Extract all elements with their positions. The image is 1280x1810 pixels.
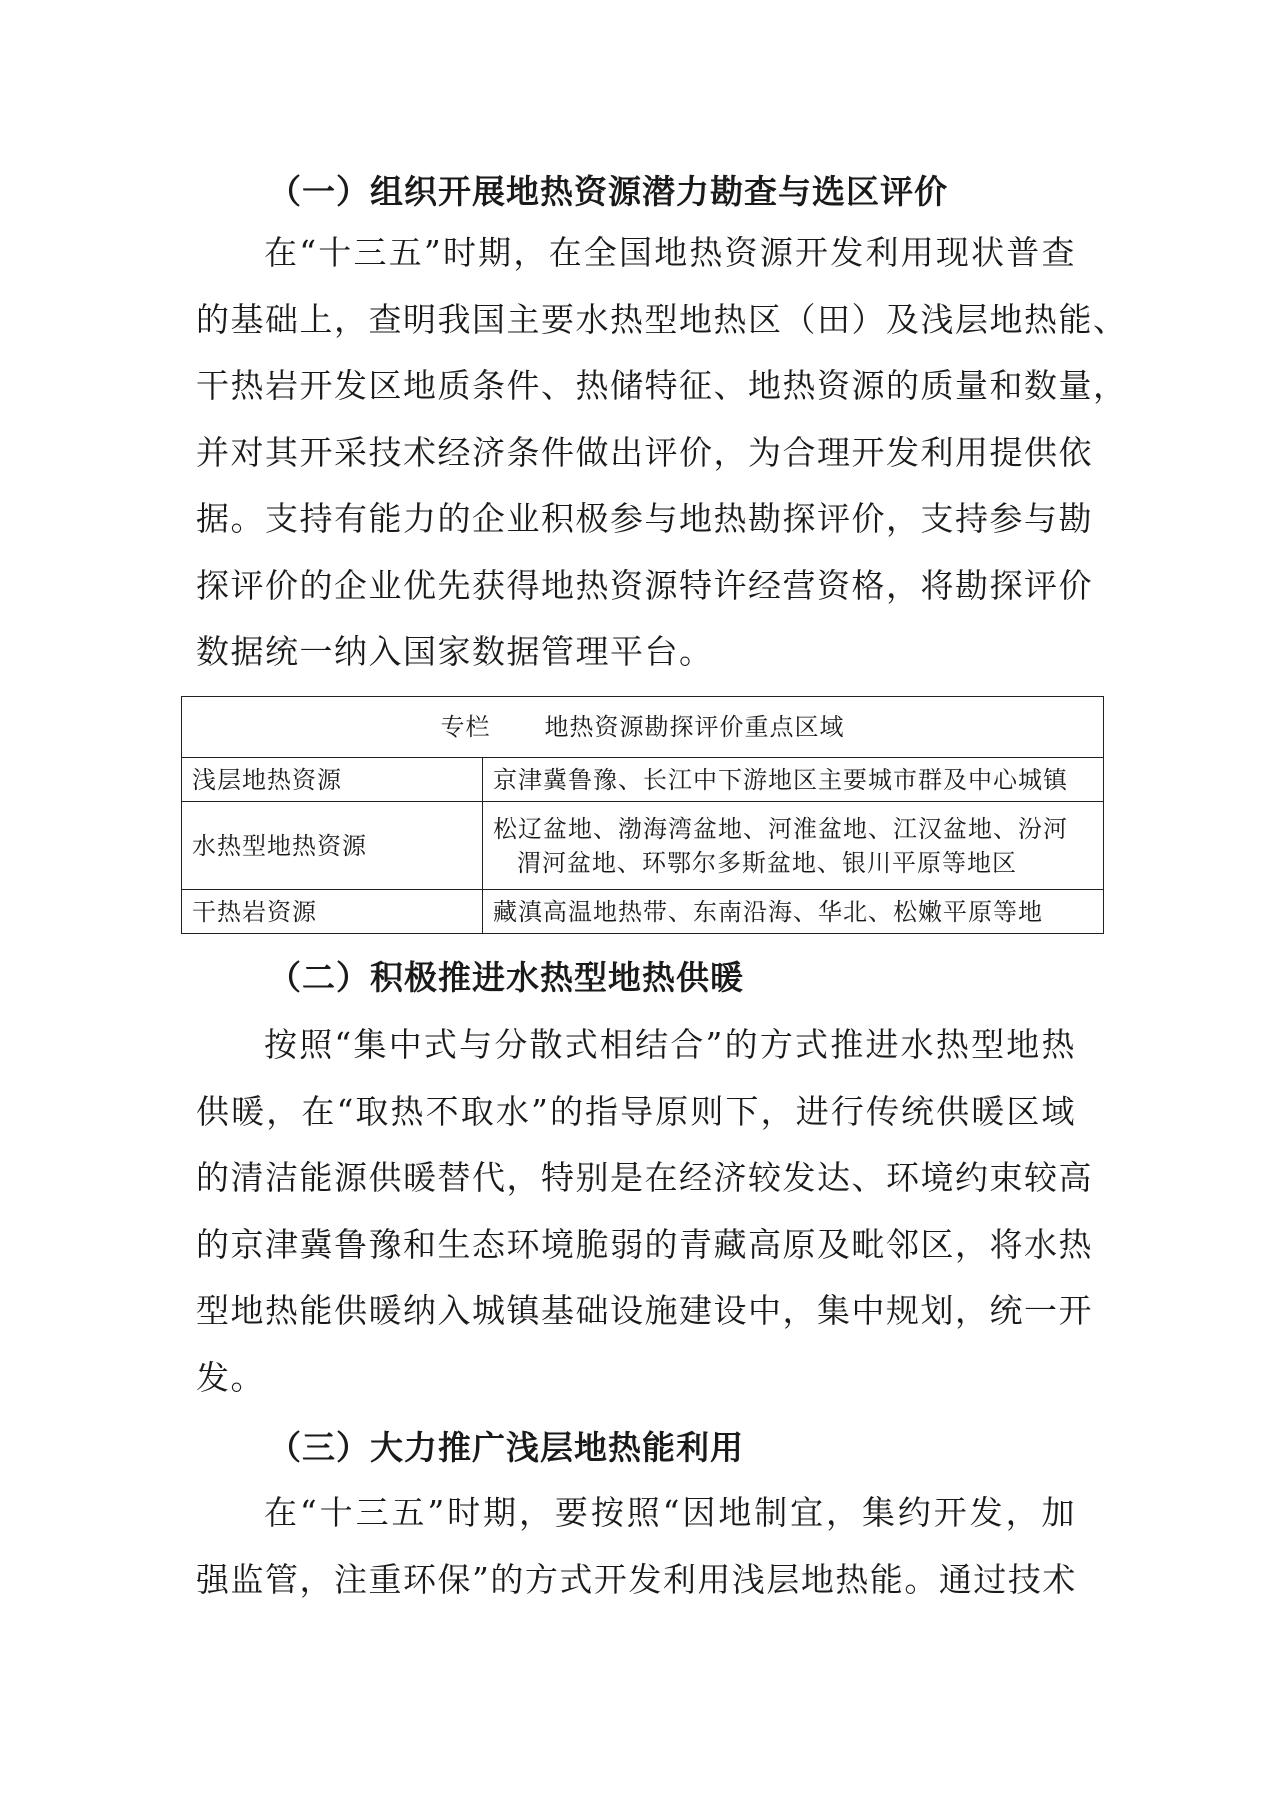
paragraph-line: 的清洁能源供暖替代，特别是在经济较发达、环境约束较高 — [196, 1158, 1093, 1197]
paragraph-line: 据。支持有能力的企业积极参与地热勘探评价，支持参与勘 — [196, 499, 1093, 538]
resource-type-cell: 干热岩资源 — [182, 890, 483, 934]
table-row — [182, 802, 1104, 890]
resource-region-cell — [483, 802, 1104, 890]
paragraph-line: 探评价的企业优先获得地热资源特许经营资格，将勘探评价 — [196, 565, 1093, 605]
paragraph-line: 按照“集中式与分散式相结合”的方式推进水热型地热 — [264, 1025, 1076, 1064]
region-line: 京津冀鲁豫、长江中下游地区主要城市群及中心城镇 — [493, 765, 1068, 794]
table-caption — [182, 697, 1104, 758]
table-caption-title: 地热资源勘探评价重点区域 — [544, 713, 845, 741]
paragraph-line: 供暖，在“取热不取水”的指导原则下，进行传统供暖区域 — [196, 1091, 1076, 1131]
section-3-heading: （三）大力推广浅层地热能利用 — [268, 1428, 744, 1467]
section-2-heading: （二）积极推进水热型地热供暖 — [268, 958, 744, 997]
section-3-paragraph — [196, 1480, 1076, 1613]
paragraph-line: 的基础上，查明我国主要水热型地热区（田）及浅层地热能、 — [196, 299, 1128, 339]
paragraph-line: 干热岩开发区地质条件、热储特征、地热资源的质量和数量， — [196, 366, 1128, 405]
paragraph-line: 并对其开采技术经济条件做出评价，为合理开发利用提供依 — [196, 432, 1093, 472]
paragraph-line: 在“十三五”时期，要按照“因地制宜，集约开发，加 — [264, 1493, 1076, 1532]
region-line: 渭河盆地、环鄂尔多斯盆地、银川平原等地区 — [517, 848, 1017, 877]
resource-region-cell — [483, 890, 1104, 934]
section-1-heading: （一）组织开展地热资源潜力勘查与选区评价 — [268, 172, 948, 211]
section-1-paragraph — [196, 220, 1128, 686]
paragraph-line: 发。 — [196, 1357, 265, 1397]
resource-type-cell: 浅层地热资源 — [182, 758, 483, 802]
table-row — [182, 758, 1104, 802]
resource-region-cell — [483, 758, 1104, 802]
paragraph-line: 数据统一纳入国家数据管理平台。 — [196, 632, 714, 671]
paragraph-line: 的京津冀鲁豫和生态环境脆弱的青藏高原及毗邻区，将水热 — [196, 1224, 1093, 1264]
resource-column-table — [181, 696, 1104, 934]
paragraph-line: 在“十三五”时期，在全国地热资源开发利用现状普查 — [264, 233, 1076, 272]
table-row — [182, 890, 1104, 934]
table-caption-label: 专栏 — [440, 713, 491, 741]
paragraph-line: 强监管，注重环保”的方式开发利用浅层地热能。通过技术 — [196, 1559, 1077, 1599]
region-line: 松辽盆地、渤海湾盆地、河淮盆地、江汉盆地、汾河 — [493, 814, 1068, 843]
region-line: 藏滇高温地热带、东南沿海、华北、松嫩平原等地 — [493, 897, 1043, 926]
resource-type-cell: 水热型地热资源 — [182, 802, 483, 890]
paragraph-line: 型地热能供暖纳入城镇基础设施建设中，集中规划，统一开 — [196, 1291, 1093, 1330]
section-2-paragraph — [196, 1012, 1093, 1411]
